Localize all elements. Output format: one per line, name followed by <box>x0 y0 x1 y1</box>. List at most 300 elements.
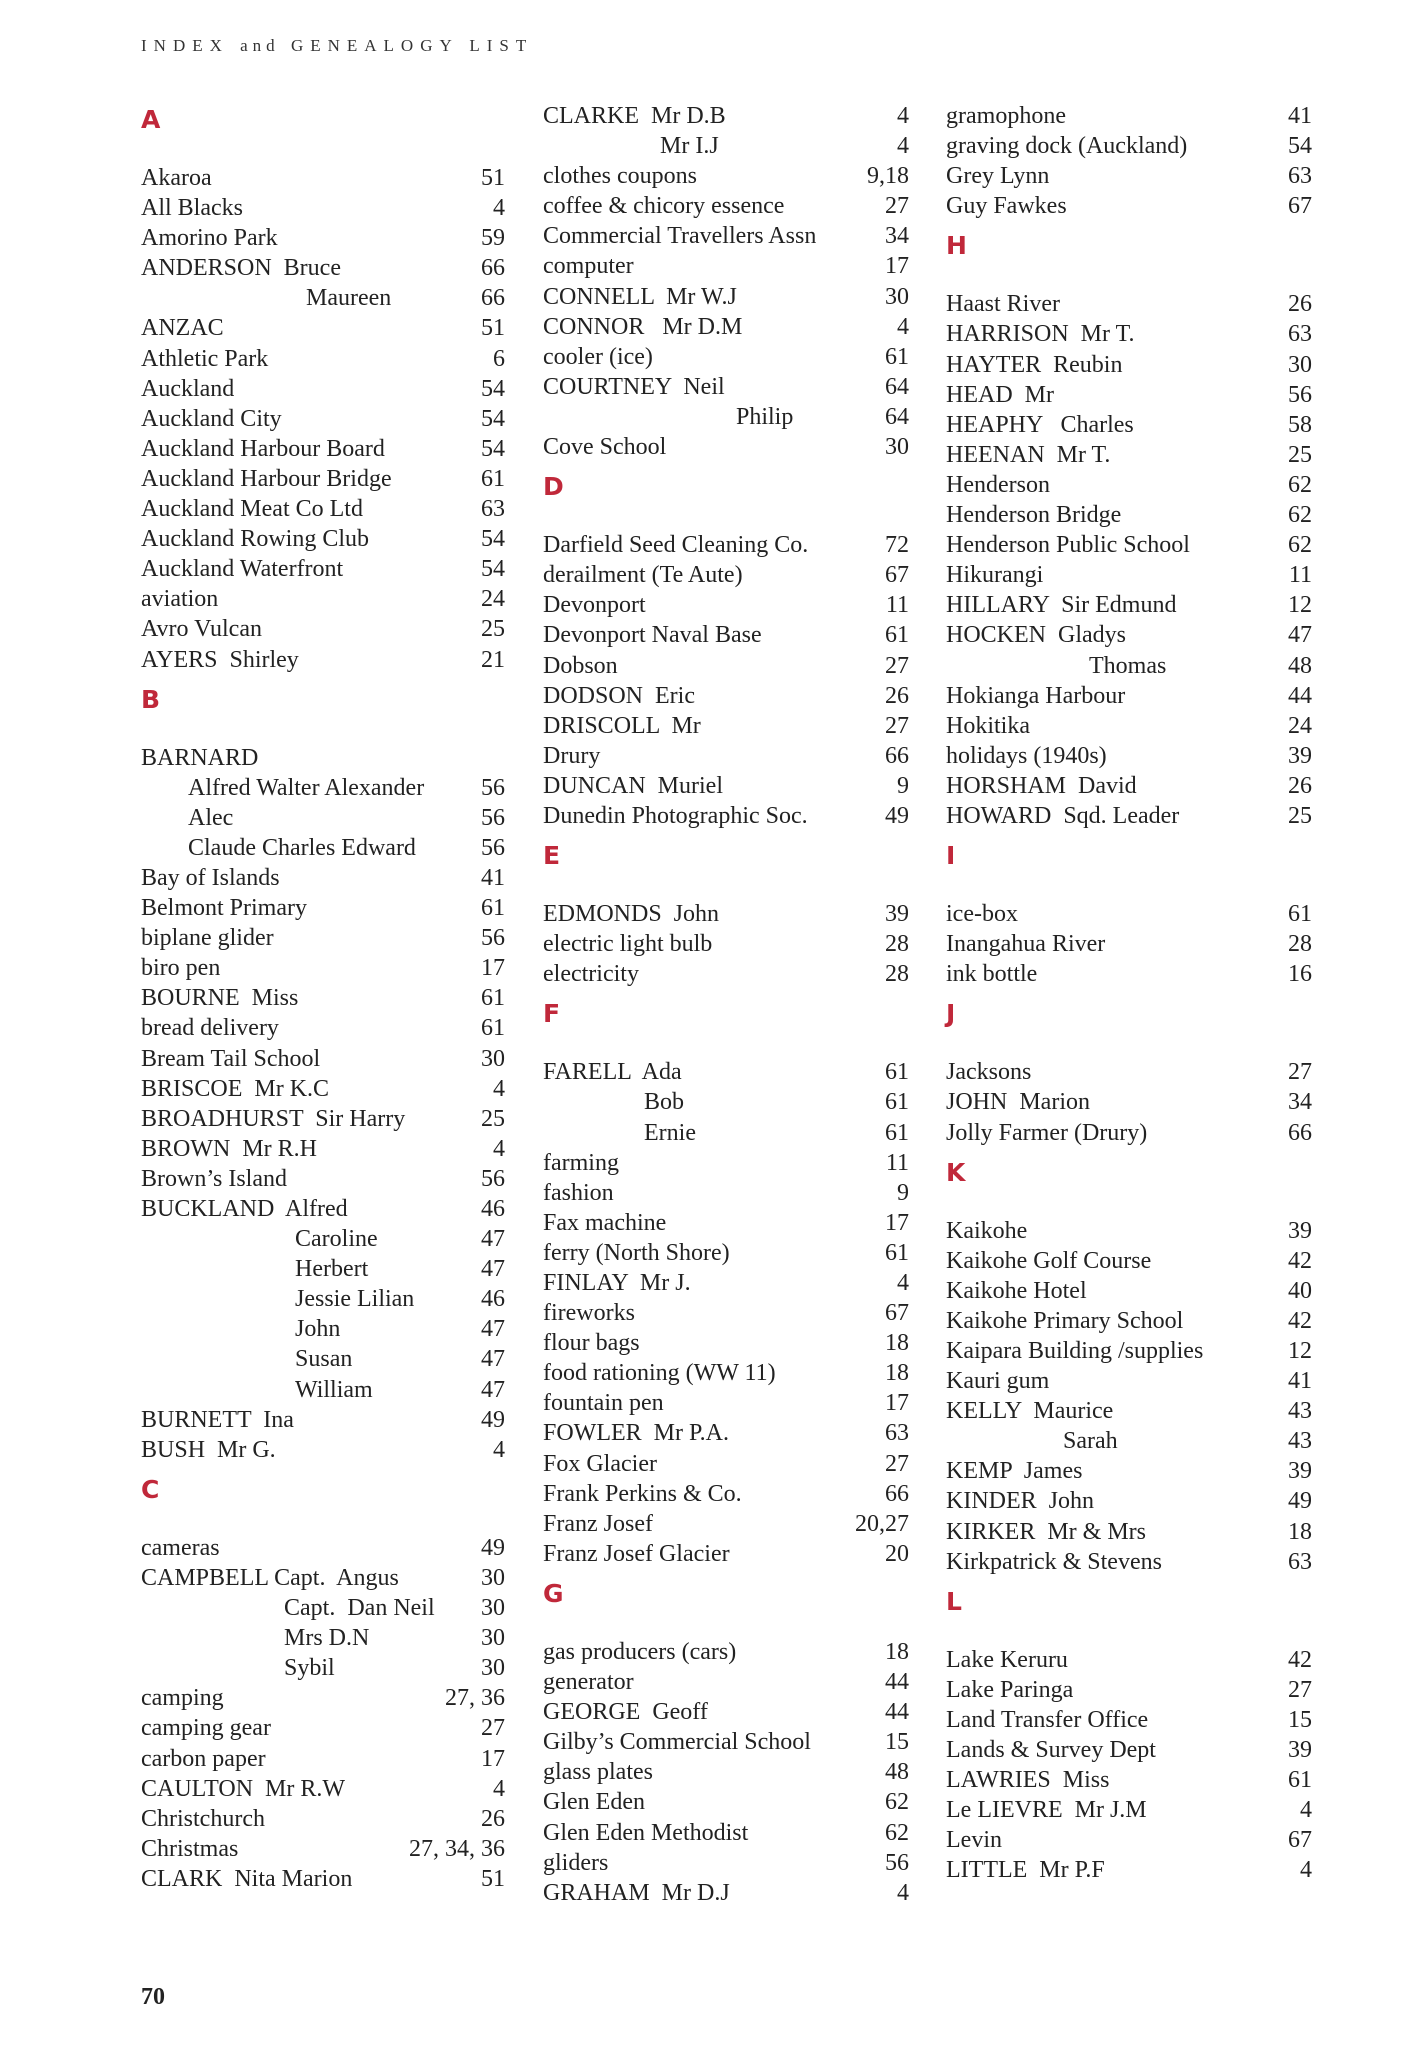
entry-page-refs: 30 <box>481 1625 505 1652</box>
entry-term: Hikurangi <box>946 562 1044 589</box>
entry-page-refs: 62 <box>1288 532 1312 559</box>
entry-page-refs: 44 <box>1288 682 1312 709</box>
entry-term: JOHN Marion <box>946 1089 1090 1116</box>
entry-term: gliders <box>543 1849 609 1876</box>
index-entry <box>543 251 909 281</box>
entry-term: Kirkpatrick & Stevens <box>946 1548 1162 1575</box>
entry-term: Kaikohe Hotel <box>946 1277 1087 1304</box>
entry-term: fashion <box>543 1179 614 1206</box>
entry-term: HEAD Mr <box>946 381 1054 408</box>
index-entry <box>946 380 1312 410</box>
entry-term: Haast River <box>946 291 1060 318</box>
entry-term: Cove School <box>543 434 667 461</box>
entry-page-refs: 54 <box>481 526 505 553</box>
index-entry <box>543 771 909 801</box>
entry-page-refs: 56 <box>481 925 505 952</box>
entry-page-refs: 61 <box>481 465 505 492</box>
entry-page-refs: 26 <box>481 1805 505 1832</box>
entry-page-refs: 30 <box>481 1564 505 1591</box>
entry-term: Auckland City <box>141 405 282 432</box>
entry-page-refs: 17 <box>885 1209 909 1236</box>
index-entry <box>141 1194 505 1224</box>
entry-term: camping <box>141 1685 224 1712</box>
entry-term: ANDERSON Bruce <box>141 255 341 282</box>
entry-term: Commercial Travellers Assn <box>543 223 817 250</box>
entry-page-refs: 56 <box>481 834 505 861</box>
entry-page-refs: 54 <box>481 435 505 462</box>
entry-page-refs: 26 <box>885 682 909 709</box>
entry-page-refs: 63 <box>481 496 505 523</box>
entry-page-refs: 54 <box>481 375 505 402</box>
entry-page-refs: 54 <box>481 405 505 432</box>
entry-term: BARNARD <box>141 744 259 771</box>
index-section <box>946 1158 1312 1577</box>
entry-term: Darfield Seed Cleaning Co. <box>543 532 809 559</box>
entry-term: Fox Glacier <box>543 1450 657 1477</box>
index-entry <box>946 289 1312 319</box>
index-entry <box>543 1087 909 1117</box>
index-entry <box>946 1486 1312 1516</box>
entry-page-refs: 42 <box>1288 1646 1312 1673</box>
entry-term: Franz Josef Glacier <box>543 1540 730 1567</box>
entry-term: DUNCAN Muriel <box>543 772 723 799</box>
entry-page-refs: 4 <box>897 1879 909 1906</box>
entry-term: holidays (1940s) <box>946 742 1107 769</box>
entry-term: DODSON Eric <box>543 682 695 709</box>
entry-page-refs: 24 <box>481 586 505 613</box>
entry-term: CLARKE Mr D.B <box>543 103 726 129</box>
entry-term: William <box>295 1376 373 1403</box>
index-entry <box>141 1314 505 1344</box>
index-entry <box>141 1593 505 1623</box>
entry-term: Kaikohe Primary School <box>946 1307 1184 1334</box>
index-entry <box>543 1539 909 1569</box>
running-head <box>141 36 533 56</box>
index-column-3 <box>946 101 1312 1886</box>
index-entry <box>946 1216 1312 1246</box>
entry-term: Devonport Naval Base <box>543 622 762 649</box>
section-letter-heading: F <box>543 999 561 1029</box>
entry-page-refs: 28 <box>1288 931 1312 958</box>
entry-page-refs: 44 <box>885 1699 909 1726</box>
index-entry <box>946 530 1312 560</box>
entry-page-refs: 61 <box>885 343 909 370</box>
entry-term: Land Transfer Office <box>946 1706 1149 1733</box>
entry-term: aviation <box>141 586 219 613</box>
index-entry <box>543 1449 909 1479</box>
entry-page-refs: 39 <box>885 901 909 928</box>
entry-term: Caroline <box>295 1226 378 1253</box>
entry-term: Belmont Primary <box>141 895 307 922</box>
entry-page-refs: 9,18 <box>867 163 909 190</box>
entry-term: Auckland Waterfront <box>141 556 344 583</box>
entry-page-refs: 61 <box>885 1239 909 1266</box>
entry-term: Jolly Farmer (Drury) <box>946 1119 1148 1146</box>
entry-page-refs: 27 <box>885 652 909 679</box>
entry-page-refs: 27 <box>1288 1676 1312 1703</box>
index-entry <box>141 344 505 374</box>
index-entry <box>946 410 1312 440</box>
entry-page-refs: 11 <box>1288 562 1312 589</box>
entry-term: Frank Perkins & Co. <box>543 1480 742 1507</box>
index-column-2 <box>543 101 909 1908</box>
entry-term: CLARK Nita Marion <box>141 1865 353 1892</box>
entry-page-refs: 61 <box>885 622 909 649</box>
index-entry <box>543 372 909 402</box>
index-entry <box>543 741 909 771</box>
index-entry <box>543 1418 909 1448</box>
index-entry <box>946 101 1312 131</box>
entry-page-refs: 66 <box>1288 1119 1312 1146</box>
index-section <box>543 472 909 831</box>
entry-page-refs: 46 <box>481 1196 505 1222</box>
entry-page-refs: 62 <box>885 1789 909 1816</box>
entry-term: BROADHURST Sir Harry <box>141 1105 406 1132</box>
entry-page-refs: 4 <box>1300 1857 1312 1884</box>
index-entry <box>543 1298 909 1328</box>
index-entry <box>946 1456 1312 1486</box>
entry-term: Kaipara Building /supplies <box>946 1338 1204 1364</box>
entry-page-refs: 47 <box>481 1376 505 1403</box>
index-entry <box>543 1178 909 1208</box>
entry-term: BRISCOE Mr K.C <box>141 1075 330 1102</box>
entry-term: KINDER John <box>946 1488 1094 1515</box>
entry-page-refs: 62 <box>1288 471 1312 498</box>
entry-term: John <box>295 1316 341 1343</box>
entry-page-refs: 49 <box>1288 1488 1312 1515</box>
index-entry <box>543 1479 909 1509</box>
index-entry <box>141 524 505 554</box>
entry-term: LITTLE Mr P.F <box>946 1857 1105 1884</box>
entry-page-refs: 18 <box>885 1638 909 1665</box>
entry-page-refs: 58 <box>1288 411 1312 438</box>
index-entry <box>543 560 909 590</box>
entry-term: Glen Eden <box>543 1789 645 1816</box>
entry-term: fireworks <box>543 1300 635 1327</box>
entry-term: Dobson <box>543 652 618 679</box>
index-entry <box>543 1148 909 1178</box>
entry-page-refs: 17 <box>885 253 909 280</box>
entry-term: Claude Charles Edward <box>188 834 416 861</box>
entry-page-refs: 39 <box>1288 1737 1312 1764</box>
index-entry <box>946 899 1312 929</box>
entry-term: HILLARY Sir Edmund <box>946 592 1177 619</box>
index-entry <box>946 161 1312 191</box>
entry-page-refs: 46 <box>481 1286 505 1313</box>
entry-page-refs: 56 <box>481 1165 505 1192</box>
entry-page-refs: 48 <box>1288 652 1312 679</box>
index-entry <box>543 681 909 711</box>
entry-page-refs: 25 <box>1288 802 1312 829</box>
entry-page-refs: 56 <box>885 1849 909 1876</box>
entry-page-refs: 61 <box>1288 1767 1312 1794</box>
index-entry <box>946 801 1312 831</box>
entry-term: Lands & Survey Dept <box>946 1737 1156 1764</box>
entry-term: Auckland Meat Co Ltd <box>141 496 363 523</box>
section-letter-heading: C <box>141 1474 160 1504</box>
index-entry <box>543 1787 909 1817</box>
entry-page-refs: 51 <box>481 1865 505 1892</box>
index-section <box>946 101 1312 221</box>
entry-term: food rationing (WW 11) <box>543 1360 776 1387</box>
entry-term: Amorino Park <box>141 225 278 252</box>
entry-term: Drury <box>543 742 601 769</box>
index-entry <box>946 771 1312 801</box>
entry-page-refs: 4 <box>493 195 505 222</box>
entry-term: computer <box>543 253 634 280</box>
entry-page-refs: 63 <box>1288 321 1312 348</box>
entry-page-refs: 63 <box>1288 1548 1312 1575</box>
entry-term: Gilby’s Commercial School <box>543 1729 811 1756</box>
index-entry <box>543 899 909 929</box>
entry-term: Glen Eden Methodist <box>543 1819 749 1846</box>
index-entry <box>141 614 505 644</box>
entry-term: Lake Keruru <box>946 1646 1068 1673</box>
index-entry <box>141 584 505 614</box>
index-entry <box>946 1246 1312 1276</box>
index-entry <box>946 560 1312 590</box>
entry-page-refs: 30 <box>885 283 909 310</box>
index-entry <box>946 131 1312 161</box>
running-head-rest: GENEALOGY LIST <box>290 36 534 55</box>
entry-term: BROWN Mr R.H <box>141 1135 318 1162</box>
entry-term: Henderson Bridge <box>946 502 1122 529</box>
index-entry <box>141 1683 505 1713</box>
entry-page-refs: 34 <box>1288 1089 1312 1116</box>
entry-term: Avro Vulcan <box>141 616 262 643</box>
index-entry <box>543 959 909 989</box>
entry-term: Herbert <box>295 1256 369 1283</box>
entry-page-refs: 61 <box>481 895 505 922</box>
index-entry <box>543 1057 909 1087</box>
entry-term: derailment (Te Aute) <box>543 562 743 589</box>
entry-page-refs: 27 <box>885 193 909 220</box>
entry-term: glass plates <box>543 1759 653 1786</box>
entry-term: Brown’s Island <box>141 1165 287 1192</box>
index-column-1 <box>141 101 505 1894</box>
index-entry <box>141 283 505 313</box>
entry-page-refs: 18 <box>885 1330 909 1357</box>
entry-page-refs: 63 <box>885 1420 909 1447</box>
entry-term: Christchurch <box>141 1805 265 1832</box>
entry-page-refs: 11 <box>885 592 909 619</box>
index-entry <box>141 223 505 253</box>
entry-term: Kauri gum <box>946 1368 1050 1395</box>
entry-page-refs: 67 <box>885 1300 909 1327</box>
index-entry <box>946 1366 1312 1396</box>
section-letter-heading: L <box>946 1586 962 1616</box>
index-entry <box>543 1118 909 1148</box>
entry-page-refs: 30 <box>481 1045 505 1072</box>
index-entry <box>141 494 505 524</box>
index-entry <box>543 1509 909 1539</box>
index-entry <box>543 590 909 620</box>
entry-page-refs: 48 <box>885 1759 909 1786</box>
index-entry <box>946 651 1312 681</box>
index-section <box>141 105 505 675</box>
entry-term: ink bottle <box>946 961 1038 988</box>
entry-page-refs: 47 <box>481 1226 505 1253</box>
index-entry <box>946 711 1312 741</box>
entry-term: KELLY Maurice <box>946 1398 1114 1425</box>
entry-page-refs: 66 <box>885 742 909 769</box>
entry-page-refs: 43 <box>1288 1398 1312 1425</box>
entry-term: KEMP James <box>946 1458 1083 1485</box>
index-entry <box>543 929 909 959</box>
entry-term: HAYTER Reubin <box>946 351 1123 378</box>
entry-page-refs: 51 <box>481 315 505 342</box>
entry-term: CAMPBELL Capt. Angus <box>141 1564 399 1591</box>
index-entry <box>141 863 505 893</box>
entry-term: All Blacks <box>141 195 243 222</box>
entry-term: flour bags <box>543 1330 640 1357</box>
entry-page-refs: 20 <box>885 1540 909 1567</box>
index-entry <box>543 1697 909 1727</box>
entry-term: FOWLER Mr P.A. <box>543 1420 730 1447</box>
entry-term: GEORGE Geoff <box>543 1699 708 1726</box>
section-letter-heading: J <box>946 999 956 1029</box>
index-entry <box>141 1224 505 1254</box>
entry-page-refs: 4 <box>897 313 909 340</box>
entry-page-refs: 27 <box>1288 1059 1312 1086</box>
entry-page-refs: 4 <box>1300 1797 1312 1824</box>
entry-term: Henderson <box>946 471 1050 498</box>
entry-page-refs: 67 <box>1288 1827 1312 1854</box>
entry-page-refs: 30 <box>885 434 909 461</box>
index-entry <box>543 312 909 342</box>
index-entry <box>141 645 505 675</box>
index-entry <box>141 1435 505 1465</box>
entry-term: graving dock (Auckland) <box>946 133 1188 160</box>
entry-page-refs: 54 <box>481 556 505 583</box>
index-section <box>141 1475 505 1894</box>
entry-page-refs: 66 <box>481 285 505 312</box>
entry-term: GRAHAM Mr D.J <box>543 1879 730 1906</box>
entry-term: Bob <box>644 1089 685 1116</box>
index-section <box>946 1587 1312 1886</box>
entry-page-refs: 18 <box>885 1360 909 1387</box>
entry-term: CONNOR Mr D.M <box>543 313 743 340</box>
index-entry <box>946 191 1312 221</box>
entry-page-refs: 4 <box>493 1075 505 1102</box>
index-entry <box>141 893 505 923</box>
entry-page-refs: 47 <box>481 1346 505 1373</box>
index-entry <box>543 620 909 650</box>
entry-page-refs: 4 <box>493 1135 505 1162</box>
index-entry <box>946 1825 1312 1855</box>
entry-term: Inangahua River <box>946 931 1106 958</box>
entry-page-refs: 47 <box>481 1316 505 1343</box>
index-entry <box>141 1134 505 1164</box>
index-entry <box>543 530 909 560</box>
index-entry <box>141 1044 505 1074</box>
index-entry <box>946 1087 1312 1117</box>
index-section <box>543 841 909 989</box>
entry-term: LAWRIES Miss <box>946 1767 1110 1794</box>
index-entry <box>946 590 1312 620</box>
entry-term: farming <box>543 1149 619 1176</box>
index-entry <box>141 833 505 863</box>
entry-page-refs: 25 <box>481 1105 505 1132</box>
index-entry <box>946 1855 1312 1885</box>
entry-page-refs: 39 <box>1288 742 1312 769</box>
entry-term: Hokitika <box>946 712 1030 739</box>
entry-page-refs: 18 <box>1288 1518 1312 1545</box>
index-entry <box>543 1667 909 1697</box>
entry-term: Maureen <box>306 285 392 312</box>
index-entry <box>543 402 909 432</box>
entry-term: Devonport <box>543 592 646 619</box>
entry-term: Dunedin Photographic Soc. <box>543 802 808 829</box>
section-letter-heading: D <box>543 472 564 502</box>
index-entry <box>141 434 505 464</box>
entry-page-refs: 56 <box>481 804 505 831</box>
entry-page-refs: 30 <box>481 1595 505 1622</box>
entry-page-refs: 61 <box>481 1015 505 1042</box>
entry-term: camping gear <box>141 1715 271 1742</box>
index-entry <box>946 1336 1312 1366</box>
entry-term: ferry (North Shore) <box>543 1239 730 1266</box>
index-entry <box>141 464 505 494</box>
entry-term: coffee & chicory essence <box>543 193 785 220</box>
entry-page-refs: 49 <box>885 802 909 829</box>
entry-page-refs: 9 <box>897 1179 909 1206</box>
entry-page-refs: 4 <box>897 103 909 129</box>
entry-term: Hokianga Harbour <box>946 682 1126 709</box>
entry-term: Auckland Rowing Club <box>141 526 369 553</box>
index-entry <box>946 319 1312 349</box>
index-entry <box>141 1284 505 1314</box>
entry-term: BUCKLAND Alfred <box>141 1196 348 1222</box>
index-entry <box>141 163 505 193</box>
entry-page-refs: 61 <box>1288 901 1312 928</box>
entry-page-refs: 15 <box>885 1729 909 1756</box>
entry-page-refs: 11 <box>885 1149 909 1176</box>
index-entry <box>543 1328 909 1358</box>
index-entry <box>543 1757 909 1787</box>
entry-term: Philip <box>736 403 794 430</box>
entry-term: Thomas <box>1089 652 1167 679</box>
entry-term: Alfred Walter Alexander <box>188 774 425 801</box>
index-section <box>946 841 1312 989</box>
entry-term: Akaroa <box>141 165 212 191</box>
entry-page-refs: 41 <box>1288 1368 1312 1395</box>
entry-page-refs: 27 <box>481 1715 505 1742</box>
entry-page-refs: 4 <box>493 1775 505 1802</box>
entry-page-refs: 39 <box>1288 1458 1312 1485</box>
entry-term: FINLAY Mr J. <box>543 1270 691 1296</box>
entry-page-refs: 47 <box>481 1256 505 1283</box>
entry-term: Henderson Public School <box>946 532 1190 559</box>
index-entry <box>141 1375 505 1405</box>
index-entry <box>946 1735 1312 1765</box>
index-entry <box>946 1118 1312 1148</box>
entry-term: Le LIEVRE Mr J.M <box>946 1797 1147 1824</box>
index-entry <box>946 959 1312 989</box>
index-entry <box>141 1804 505 1834</box>
index-entry <box>141 983 505 1013</box>
entry-term: BUSH Mr G. <box>141 1436 276 1463</box>
section-letter-heading: H <box>946 231 967 261</box>
entry-term: Christmas <box>141 1835 239 1862</box>
running-head-connector: and <box>240 36 280 55</box>
index-entry <box>946 1765 1312 1795</box>
entry-term: Jessie Lilian <box>295 1286 415 1313</box>
entry-page-refs: 56 <box>1288 381 1312 408</box>
index-entry <box>141 253 505 283</box>
entry-page-refs: 72 <box>885 532 909 559</box>
index-entry <box>141 1864 505 1894</box>
